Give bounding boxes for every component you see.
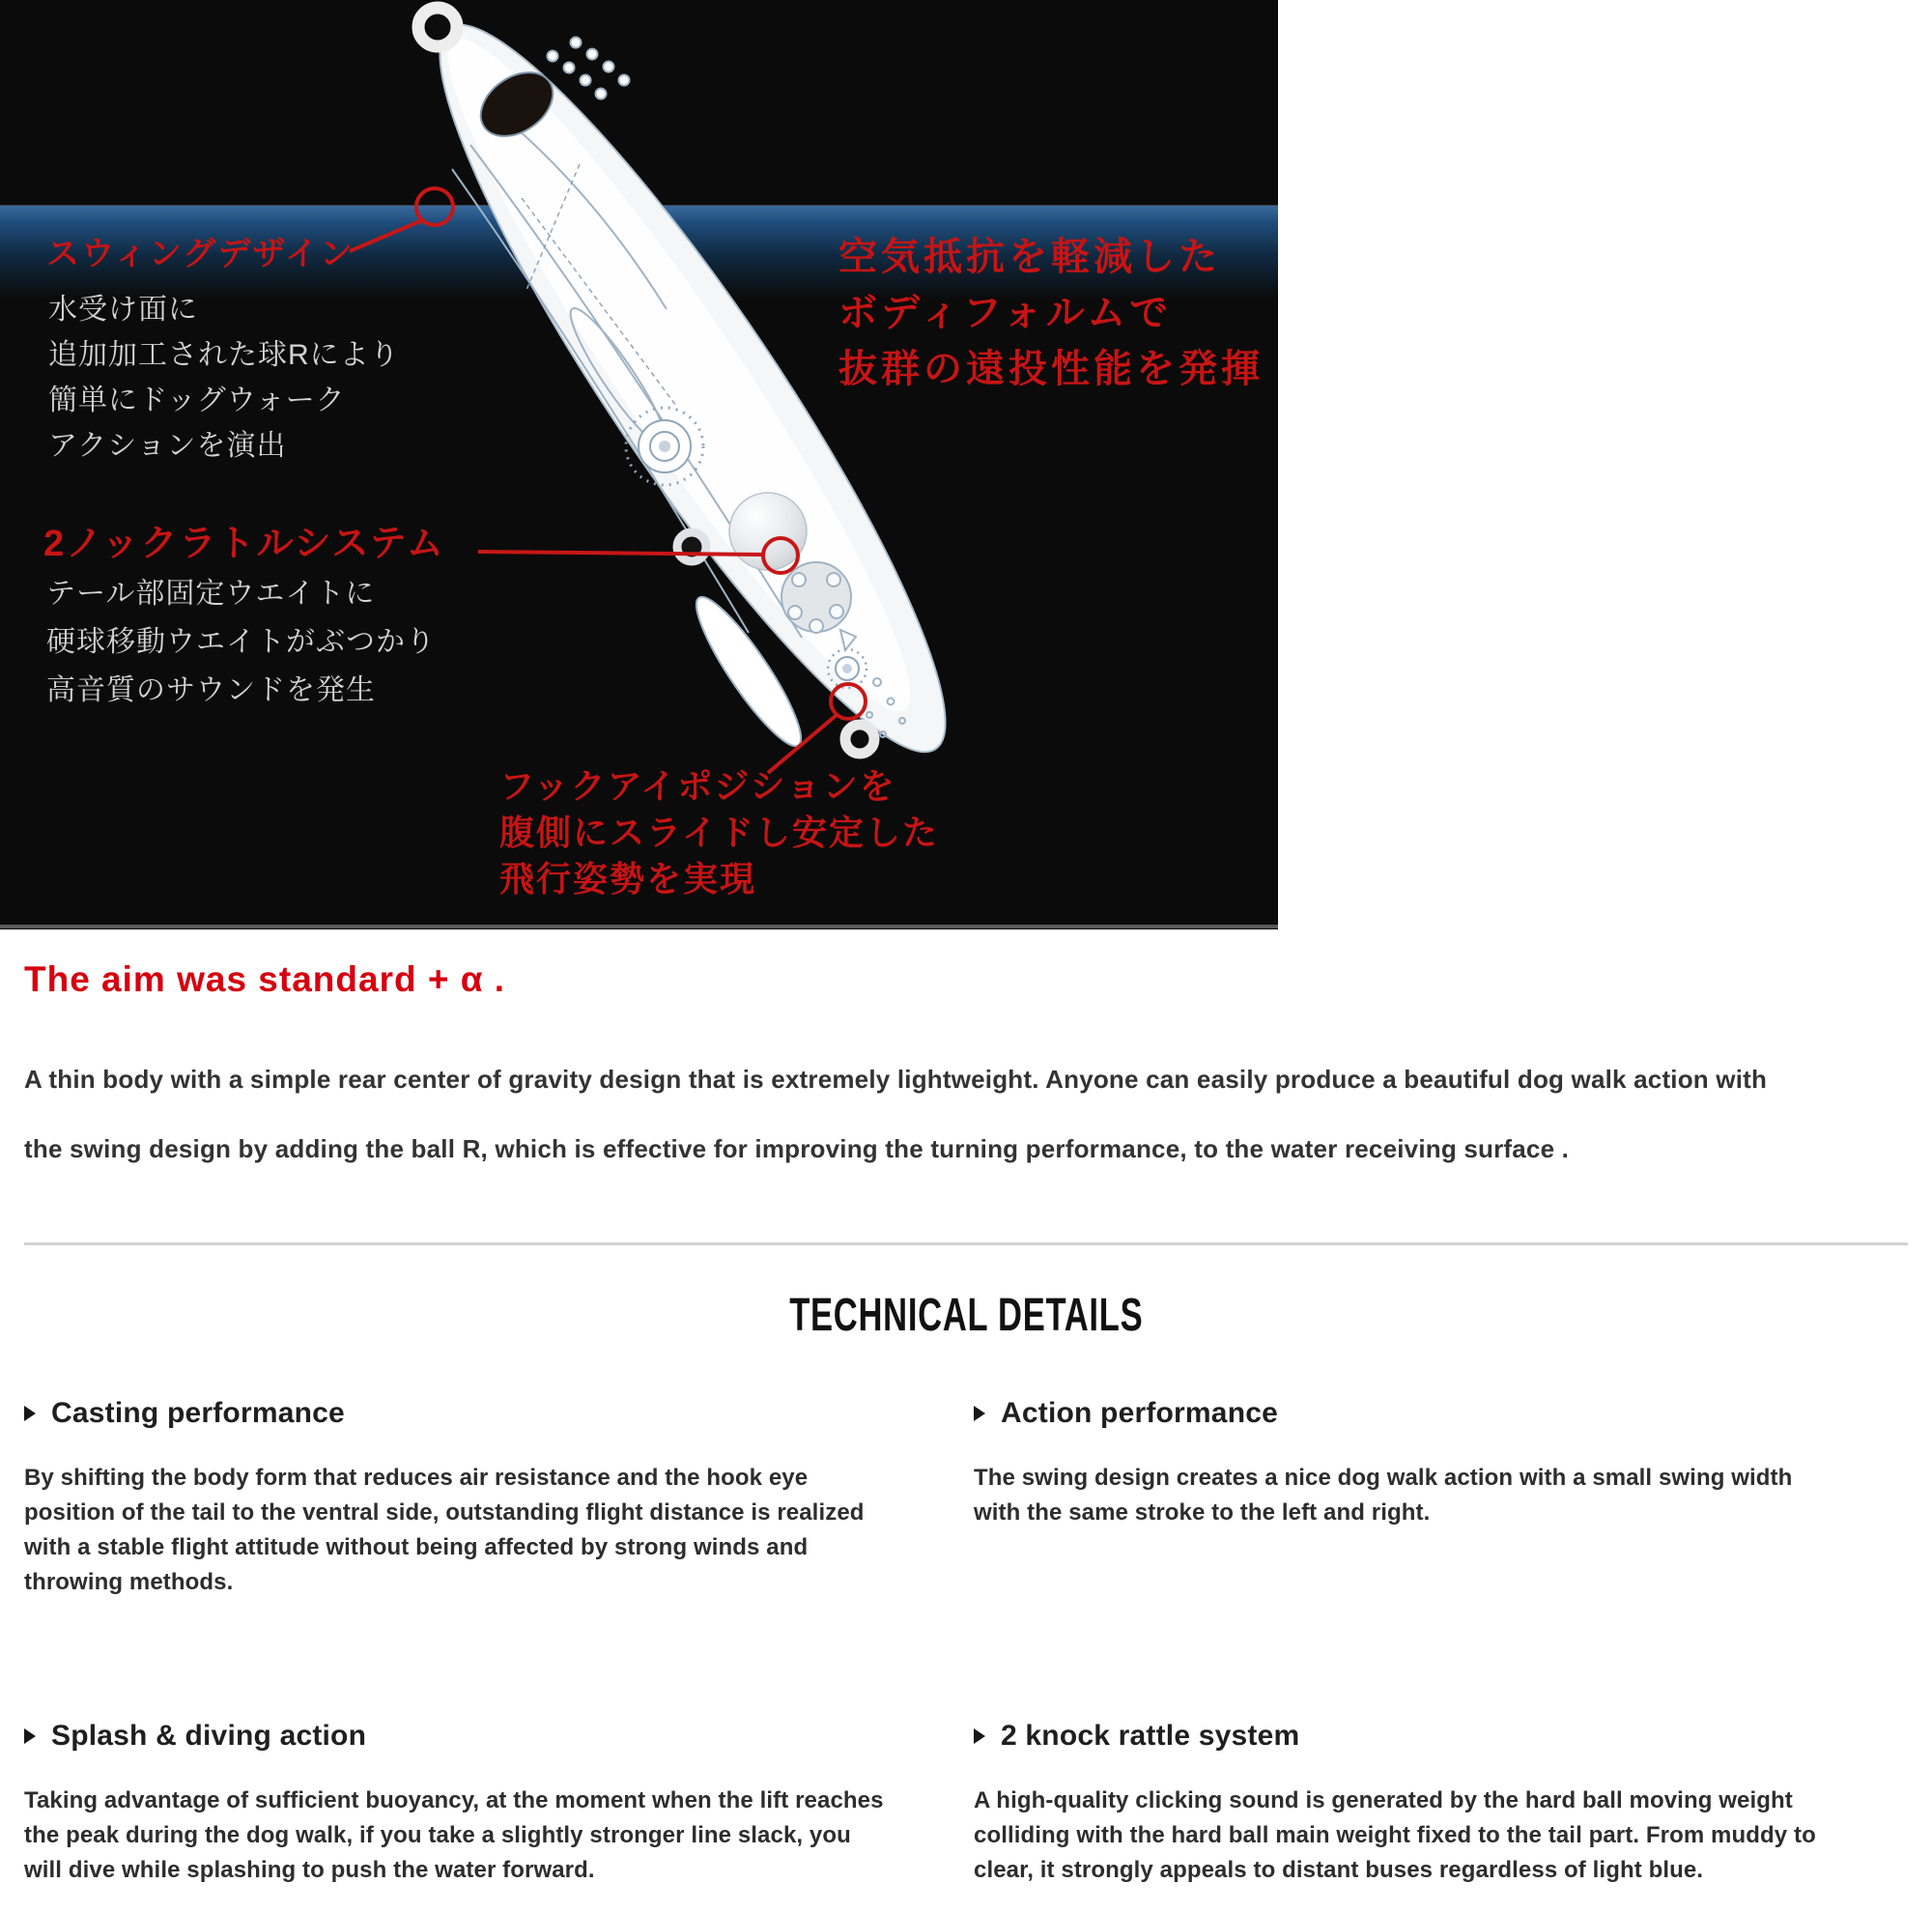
section-body-line: clear, it strongly appeals to distant buses regardless of light blue.: [974, 1857, 1704, 1883]
hero-aero-line: ボディフォルムで: [838, 292, 1173, 334]
section-title: Casting performance: [51, 1397, 345, 1429]
bullet-triangle-icon: [24, 1406, 36, 1421]
section-title: Splash & diving action: [51, 1720, 367, 1752]
hero-bottom-edge: [0, 925, 1278, 928]
section-body-line: The swing design creates a nice dog walk action with a small swing width: [974, 1465, 1793, 1491]
bullet-triangle-icon: [974, 1728, 985, 1744]
section-action-performance: [974, 1395, 1793, 1530]
nose-ring: [418, 8, 457, 46]
section-heading: [974, 1718, 1747, 1755]
bullet-triangle-icon: [24, 1728, 36, 1744]
intro-paragraph-line: the swing design by adding the ball R, which is effective for improving the turning performance, to the water receiving surface .: [24, 1134, 1570, 1163]
section-body: [24, 1461, 865, 1600]
section-heading: [24, 1718, 797, 1755]
intro-paragraph-line: A thin body with a simple rear center of gravity design that is extremely lightweight. Anyone can easily produce a beautiful dog walk action with: [24, 1065, 1768, 1094]
section-body-line: colliding with the hard ball main weight fixed to the tail part. From muddy to: [974, 1822, 1816, 1848]
section-body-line: A high-quality clicking sound is generated by the hard ball moving weight: [974, 1787, 1793, 1813]
section-body-line: with a stable flight attitude without being affected by strong winds and: [24, 1534, 809, 1560]
hero-image: [0, 0, 1278, 929]
hero-swing-line: 簡単にドッグウォーク: [48, 385, 346, 416]
hero-hook-line: フックアイポジションを: [499, 766, 896, 806]
section-body-line: position of the tail to the ventral side, outstanding flight distance is realized: [24, 1499, 865, 1526]
hero-hook-line: 腹側にスライドし安定した: [499, 813, 939, 852]
main-weight-ball: [781, 562, 851, 633]
hanger-ring: [677, 532, 706, 561]
hero-rattle-line: 硬球移動ウエイトがぶつかり: [46, 626, 436, 658]
hero-swing-line: 追加加工された球Rにより: [48, 339, 400, 371]
section-2-knock-rattle-system: [974, 1718, 1816, 1888]
hero-swing-line: 水受け面に: [48, 294, 198, 326]
technical-details-heading-wrap: [0, 1289, 1932, 1342]
section-heading: [974, 1395, 1747, 1432]
tail-ring: [845, 725, 874, 754]
technical-details-heading: TECHNICAL DETAILS: [788, 1290, 1144, 1341]
section-body: [24, 1784, 884, 1888]
section-divider: [24, 1242, 1908, 1245]
moving-weight-ball: [729, 493, 807, 570]
section-title: 2 knock rattle system: [1001, 1720, 1300, 1752]
section-title: Action performance: [1001, 1397, 1278, 1429]
section-body-line: By shifting the body form that reduces air resistance and the hook eye: [24, 1465, 809, 1491]
section-heading: [24, 1395, 797, 1432]
hero-rattle-title: 2ノックラトルシステム: [43, 524, 445, 564]
bullet-triangle-icon: [974, 1406, 985, 1421]
section-body-line: the peak during the dog walk, if you take a slightly stronger line slack, you: [24, 1822, 851, 1848]
section-casting-performance: [24, 1395, 865, 1600]
hero-swing-title: スウィングデザイン: [46, 236, 355, 272]
hero-rattle-line: 高音質のサウンドを発生: [46, 674, 376, 706]
hero-aero-line: 空気抵抗を軽減した: [838, 236, 1221, 278]
hero-aero-line: 抜群の遠投性能を発揮: [838, 348, 1264, 390]
hero-swing-line: アクションを演出: [48, 430, 287, 462]
hero-hook-line: 飛行姿勢を実現: [499, 859, 757, 899]
section-body: [974, 1461, 1793, 1530]
hero-rattle-line: テール部固定ウエイトに: [46, 578, 376, 610]
section-body-line: will dive while splashing to push the water forward.: [24, 1857, 595, 1883]
section-splash-diving-action: [24, 1718, 884, 1888]
section-body-line: Taking advantage of sufficient buoyancy, at the moment when the lift reaches: [24, 1787, 884, 1813]
section-body-line: throwing methods.: [24, 1569, 234, 1595]
intro-title: The aim was standard + α .: [24, 959, 506, 999]
section-body: [974, 1784, 1816, 1888]
section-body-line: with the same stroke to the left and right.: [974, 1499, 1431, 1526]
